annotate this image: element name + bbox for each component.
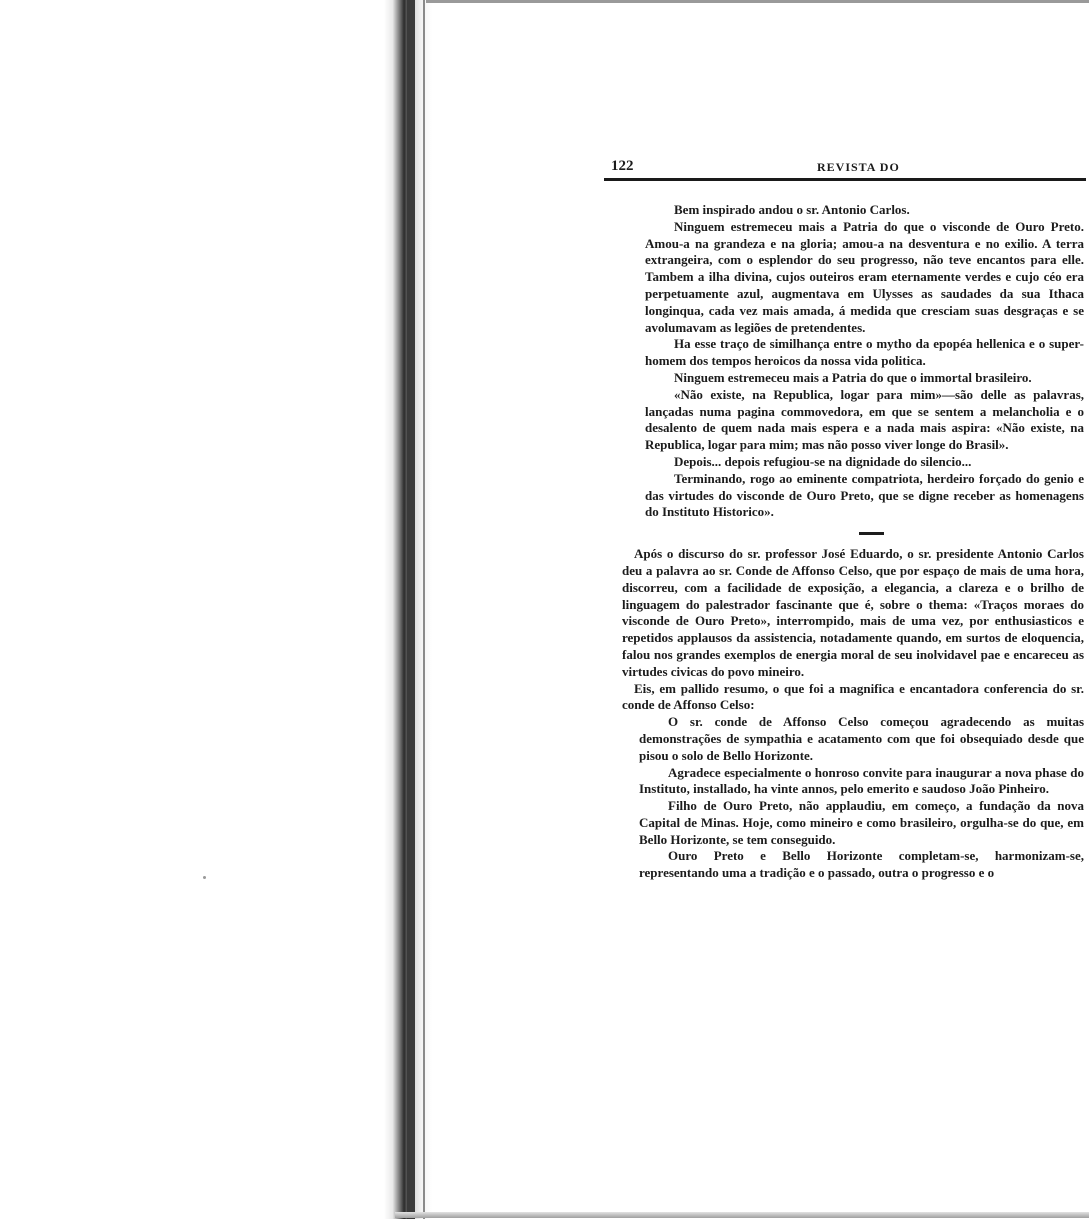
page-edge-line <box>423 0 425 1219</box>
scan-speck <box>203 876 206 879</box>
section-separator <box>859 532 884 535</box>
body-paragraph: Após o discurso do sr. professor José Eduardo, o sr. presidente Antonio Carlos deu a palavra ao sr. Conde de Affonso Celso, que por espaço de mais de uma hora, discorreu, com a facilidade de exposição, a elegancia, a clareza e o brilho de linguagem do palestrador fascinante que é, sobre o thema: «Traços moraes do visconde de Ouro Preto», interrompido, mais de uma vez, por enthusiasticos e repetidos applausos da assistencia, notadamente quando, em surtos de eloquencia, falou nos grandes exemplos de energia moral de seu inolvidavel pae e encareceu as virtudes civicas do povo mineiro. <box>622 546 1084 679</box>
book-spine-fold <box>407 0 415 1219</box>
summary-paragraph: Ouro Preto e Bello Horizonte completam-se, harmonizam-se, representando uma a tradição e o passado, outra o progresso e o <box>639 848 1084 881</box>
quote-paragraph: Terminando, rogo ao eminente compatriota, herdeiro forçado do genio e das virtudes do visconde de Ouro Preto, que se digne receber as homenagens do Instituto Historico». <box>645 470 1084 520</box>
body-paragraph: Eis, em pallido resumo, o que foi a magnifica e encantadora conferencia do sr. conde de Affonso Celso: <box>622 680 1084 713</box>
quote-paragraph: «Não existe, na Republica, logar para mim»—são delle as palavras, lançadas numa pagina commovedora, em que se sentem a melancholia e o desalento de quem nada mais espera e a nada mais aspira: «Não existe, na Republica, logar para mim; mas não posso viver longe do Brasil». <box>645 386 1084 453</box>
quote-paragraph: Bem inspirado andou o sr. Antonio Carlos. <box>674 202 910 217</box>
scan-top-edge <box>426 0 1089 3</box>
conference-summary <box>639 714 1084 882</box>
summary-paragraph: Agradece especialmente o honroso convite para inaugurar a nova phase do Instituto, installado, ha vinte annos, pelo emerito e saudoso João Pinheiro. <box>639 764 1084 797</box>
quote-paragraph: Ninguem estremeceu mais a Patria do que o visconde de Ouro Preto. Amou-a na grandeza e na gloria; amou-a na desventura e no exilio. A terra extrangeira, com o esplendor do seu progresso, não teve encantos para elle. Tambem a ilha divina, cujos outeiros eram eternamente verdes e cujo céo era perpetuamente azul, augmentava em Ulysses as saudades da sua Ithaca longinqua, cada vez mais amada, á medida que cresciam suas desgraças e se avolumavam as legiões de pretendentes. <box>645 218 1084 335</box>
body-text <box>622 546 1084 714</box>
summary-paragraph: Filho de Ouro Preto, não applaudiu, em começo, a fundação da nova Capital de Minas. Hoje, como mineiro e como brasileiro, orgulha-se do que, em Bello Horizonte, se tem conseguido. <box>639 798 1084 847</box>
quote-paragraph: Ha esse traço de similhança entre o mytho da epopéa hellenica e o super-homem dos tempos heroicos da nossa vida politica. <box>645 336 1084 369</box>
running-title: REVISTA DO <box>817 160 900 174</box>
page-header <box>604 152 1086 181</box>
scan-bottom-edge <box>395 1212 1089 1218</box>
summary-paragraph: O sr. conde de Affonso Celso começou agradecendo as muitas demonstrações de sympathia e acatamento com que foi obsequiado desde que pisou o solo de Bello Horizonte. <box>639 714 1084 763</box>
page-number: 122 <box>611 158 634 174</box>
quote-paragraph: Ninguem estremeceu mais a Patria do que o immortal brasileiro. <box>674 369 1032 385</box>
quoted-speech <box>645 202 1084 521</box>
quote-paragraph: Depois... depois refugiou-se na dignidade do silencio... <box>674 453 972 469</box>
document-page <box>604 152 1086 882</box>
